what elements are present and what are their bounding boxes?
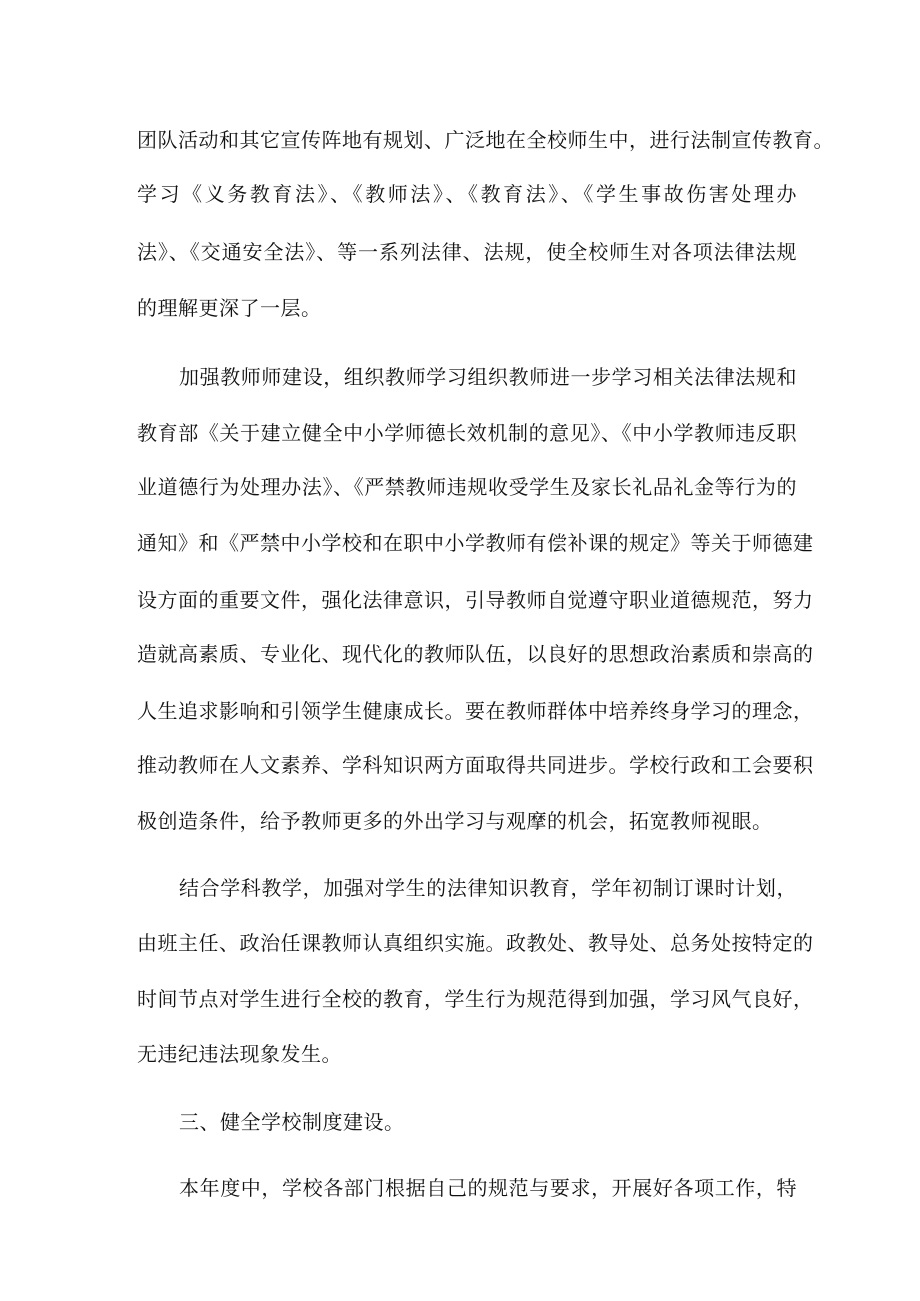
text-line: 极创造条件，给予教师更多的外出学习与观摩的机会，拓宽教师视眼。 (137, 809, 773, 833)
text-line: 推动教师在人文素养、学科知识两方面取得共同进步。学校行政和工会要积 (137, 753, 814, 777)
text-line: 设方面的重要文件，强化法律意识，引导教师自觉遵守职业道德规范，努力 (137, 588, 814, 612)
text-line: 通知》和《严禁中小学校和在职中小学教师有偿补课的规定》等关于师德建 (137, 531, 814, 555)
text-line: 无违纪违法现象发生。 (137, 1042, 342, 1066)
text-line: 法》、《交通安全法》、等一系列法律、法规，使全校师生对各项法律法规 (137, 240, 797, 264)
text-line: 时间节点对学生进行全校的教育，学生行为规范得到加强，学习风气良好， (137, 987, 814, 1011)
text-line: 业道德行为处理办法》、《严禁教师违规收受学生及家长礼品礼金等行为的 (137, 475, 797, 499)
paragraph-first-line: 加强教师师建设，组织教师学习组织教师进一步学习相关法律法规和 (179, 365, 797, 389)
text-line: 造就高素质、专业化、现代化的教师队伍，以良好的思想政治素质和崇高的 (137, 642, 814, 666)
text-line: 教育部《关于建立健全中小学师德长效机制的意见》、《中小学教师违反职 (137, 421, 797, 445)
text-line: 人生追求影响和引领学生健康成长。要在教师群体中培养终身学习的理念， (137, 699, 814, 723)
text-line: 团队活动和其它宣传阵地有规划、广泛地在全校师生中，进行法制宣传教育。 (137, 128, 834, 152)
paragraph-first-line: 结合学科教学，加强对学生的法律知识教育，学年初制订课时计划， (179, 876, 797, 900)
paragraph-first-line: 本年度中，学校各部门根据自己的规范与要求，开展好各项工作，特 (179, 1176, 797, 1200)
text-line: 学习《义务教育法》、《教师法》、《教育法》、《学生事故伤害处理办 (137, 182, 797, 206)
section-heading: 三、健全学校制度建设。 (179, 1110, 405, 1134)
text-line: 的理解更深了一层。 (137, 296, 322, 320)
text-line: 由班主任、政治任课教师认真组织实施。政教处、教导处、总务处按特定的 (137, 931, 814, 955)
